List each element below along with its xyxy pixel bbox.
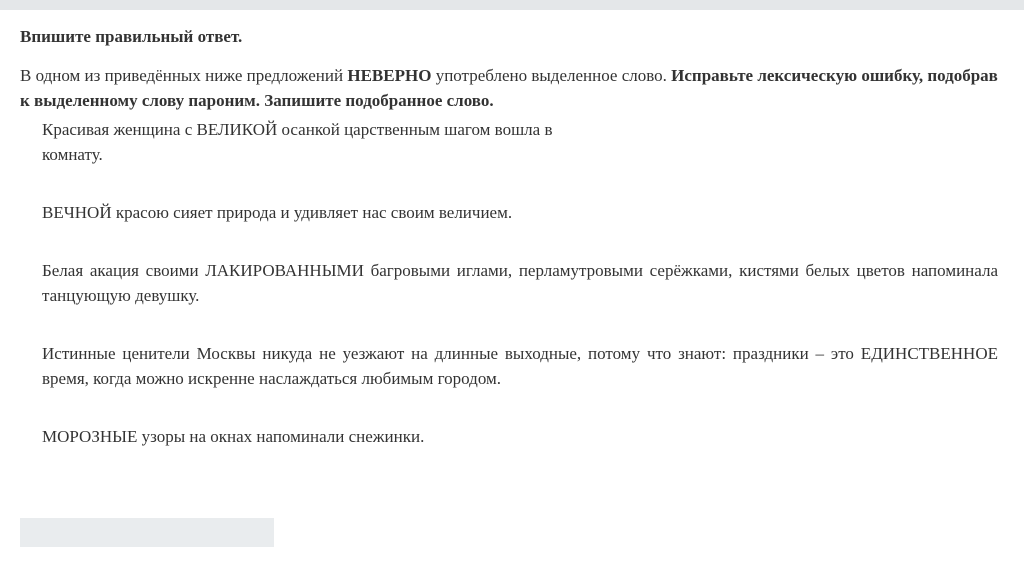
task-header: Впишите правильный ответ.	[20, 27, 243, 46]
instruction-emphasis-paronym: к выделенному слову пароним. Запишите подобранное слово.	[20, 91, 494, 110]
sentence-list	[42, 117, 998, 449]
task-content	[20, 24, 1002, 449]
task-instructions	[20, 63, 1002, 113]
sentence-3: Белая акация своими ЛАКИРОВАННЫМИ багровыми иглами, перламутровыми серёжками, кистями белых цветов напоминала танцующую девушку.	[42, 261, 998, 305]
instruction-emphasis-incorrect: НЕВЕРНО	[347, 66, 432, 85]
top-bar	[0, 0, 1024, 10]
sentence-2: ВЕЧНОЙ красою сияет природа и удивляет нас своим величием.	[42, 203, 513, 222]
sentence-5: МОРОЗНЫЕ узоры на окнах напоминали снежинки.	[42, 427, 425, 446]
sentence-1: Красивая женщина с ВЕЛИКОЙ осанкой царственным шагом вошла в комнату.	[42, 120, 553, 164]
sentence-4: Истинные ценители Москвы никуда не уезжают на длинные выходные, потому что знают: праздники – это ЕДИНСТВЕННОЕ время, когда можно искренне наслаждаться любимым городом.	[42, 344, 998, 388]
answer-input[interactable]	[20, 518, 274, 547]
instruction-emphasis-fix: Исправьте лексическую ошибку, подобрав	[671, 66, 998, 85]
instruction-text-1: В одном из приведённых ниже предложений	[20, 66, 348, 85]
instruction-text-2: употреблено выделенное слово.	[431, 66, 672, 85]
